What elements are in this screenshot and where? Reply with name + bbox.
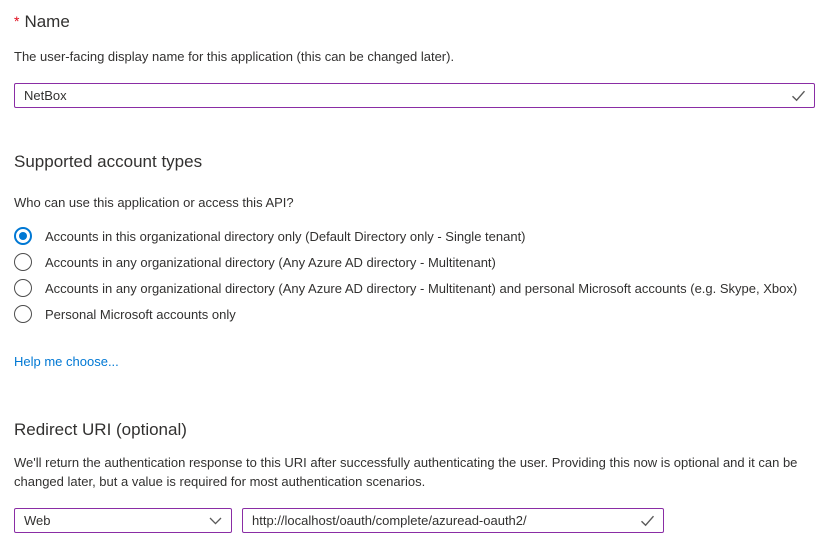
account-types-section-title: Supported account types xyxy=(14,152,203,171)
radio-option-label: Accounts in any organizational directory (Any Azure AD directory - Multitenant) and personal Microsoft accounts (e.g. Skype, Xbox) xyxy=(45,280,798,296)
help-me-choose-link[interactable]: Help me choose... xyxy=(14,354,119,369)
redirect-uri-section-title: Redirect URI (optional) xyxy=(14,420,187,439)
redirect-uri-field-wrapper xyxy=(242,508,664,533)
help-link-wrapper xyxy=(14,353,815,371)
name-input[interactable] xyxy=(14,83,815,108)
redirect-uri-description: We'll return the authentication response to this URI after successfully authenticating the user. Providing this now is optional and it can be changed later, but a value is required for most authentication scenarios. xyxy=(14,455,798,489)
radio-unselected-icon[interactable] xyxy=(14,279,32,297)
account-types-radio-group xyxy=(14,223,815,327)
redirect-uri-input[interactable] xyxy=(242,508,664,533)
radio-option-personal-only[interactable] xyxy=(14,301,815,327)
radio-option-label: Personal Microsoft accounts only xyxy=(45,306,236,322)
radio-option-multitenant-personal[interactable] xyxy=(14,275,815,301)
required-asterisk: * xyxy=(14,13,20,29)
radio-option-label: Accounts in this organizational directory only (Default Directory only - Single tenant) xyxy=(45,228,526,244)
radio-unselected-icon[interactable] xyxy=(14,305,32,323)
radio-option-single-tenant[interactable] xyxy=(14,223,815,249)
radio-unselected-icon[interactable] xyxy=(14,253,32,271)
chevron-down-icon xyxy=(209,517,222,525)
account-types-question: Who can use this application or access this API? xyxy=(14,195,294,210)
platform-select-value: Web xyxy=(24,513,51,528)
radio-option-multitenant[interactable] xyxy=(14,249,815,275)
name-field-wrapper xyxy=(14,83,815,108)
radio-selected-icon[interactable] xyxy=(14,227,32,245)
platform-select[interactable] xyxy=(14,508,232,533)
name-title-text: Name xyxy=(24,12,70,31)
name-section-title xyxy=(14,11,815,32)
redirect-uri-row xyxy=(14,508,815,533)
radio-option-label: Accounts in any organizational directory (Any Azure AD directory - Multitenant) xyxy=(45,254,496,270)
name-description: The user-facing display name for this application (this can be changed later). xyxy=(14,49,455,64)
